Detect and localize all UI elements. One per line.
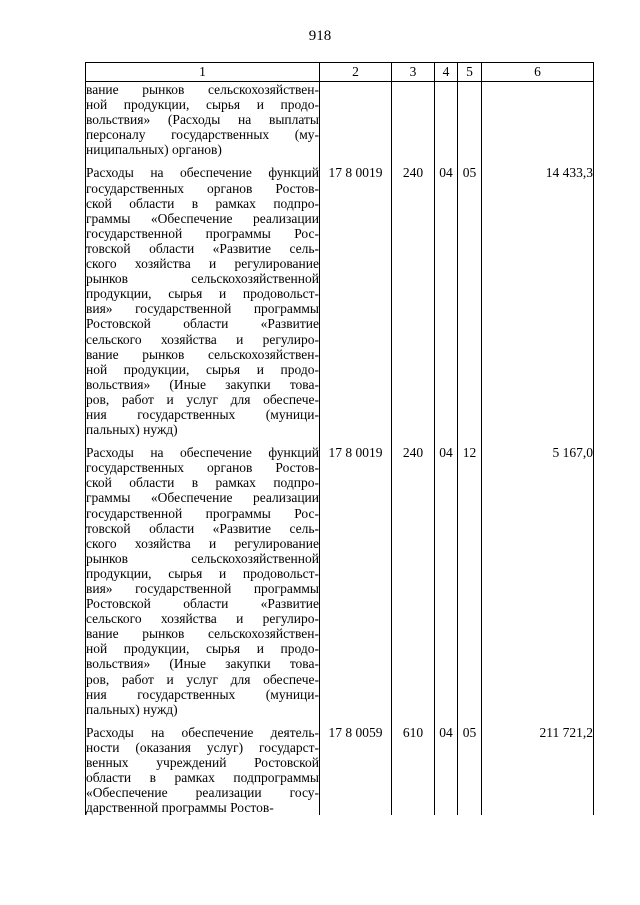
description-line: пальных) нужд)	[86, 701, 178, 717]
table-header-row	[86, 63, 594, 82]
row-expense-type	[392, 82, 435, 158]
table-row	[86, 717, 594, 816]
row-subsection: 05	[458, 717, 482, 816]
description-line: Ростовской области «Развитие	[86, 316, 319, 332]
description-line: ной продукции, сырья и продо-	[86, 361, 319, 377]
row-description	[86, 437, 320, 717]
description-line: сельского хозяйства и регулиро-	[86, 611, 319, 627]
description-line: граммы «Обеспечение реализации	[86, 210, 319, 226]
description-line: Расходы на обеспечение деятель-	[86, 724, 319, 740]
row-target-code: 17 8 0019	[320, 157, 392, 437]
description-line: вольствия» (Иные закупки това-	[86, 656, 319, 672]
description-line: продукции, сырья и продовольст-	[86, 286, 319, 302]
description-line: вия» государственной программы	[86, 301, 319, 317]
row-description	[86, 157, 320, 437]
row-amount: 14 433,3	[482, 157, 594, 437]
row-description	[86, 717, 320, 816]
page-number: 918	[308, 28, 332, 44]
budget-table	[85, 62, 594, 815]
column-header-6: 6	[482, 63, 594, 82]
description-line: вание рынков сельскохозяйствен-	[86, 346, 319, 362]
description-line: рынков сельскохозяйственной	[86, 550, 319, 566]
description-line: дарственной программы Ростов-	[86, 800, 274, 816]
description-line: Расходы на обеспечение функций	[86, 165, 319, 181]
description-line: граммы «Обеспечение реализации	[86, 490, 319, 506]
description-line: ской области в рамках подпро-	[86, 195, 319, 211]
row-section: 04	[435, 437, 458, 717]
description-line: государственной программы Рос-	[86, 505, 319, 521]
row-amount	[482, 82, 594, 158]
description-line: вание рынков сельскохозяйствен-	[86, 626, 319, 642]
row-subsection: 12	[458, 437, 482, 717]
row-section: 04	[435, 157, 458, 437]
table-row	[86, 437, 594, 717]
row-expense-type: 610	[392, 717, 435, 816]
column-header-4: 4	[435, 63, 458, 82]
row-subsection: 05	[458, 157, 482, 437]
description-line: области в рамках подпрограммы	[86, 770, 319, 786]
description-line: ности (оказания услуг) государст-	[86, 739, 319, 755]
description-line: продукции, сырья и продовольст-	[86, 565, 319, 581]
column-header-2: 2	[320, 63, 392, 82]
description-line: «Обеспечение реализации госу-	[86, 785, 319, 801]
column-header-3: 3	[392, 63, 435, 82]
description-line: товской области «Развитие сель-	[86, 240, 319, 256]
description-line: государственной программы Рос-	[86, 225, 319, 241]
description-line: венных учреждений Ростовской	[86, 755, 319, 771]
row-description	[86, 82, 320, 158]
description-line: ского хозяйства и регулирование	[86, 256, 319, 272]
description-line: пальных) нужд)	[86, 422, 178, 438]
description-line: ской области в рамках подпро-	[86, 475, 319, 491]
description-line: Ростовской области «Развитие	[86, 596, 319, 612]
row-target-code: 17 8 0019	[320, 437, 392, 717]
description-line: государственных органов Ростов-	[86, 460, 319, 476]
description-line: ского хозяйства и регулирование	[86, 535, 319, 551]
row-amount: 211 721,2	[482, 717, 594, 816]
table-row	[86, 157, 594, 437]
table-body	[86, 82, 594, 816]
row-section	[435, 82, 458, 158]
column-header-1: 1	[86, 63, 320, 82]
row-expense-type: 240	[392, 437, 435, 717]
description-line: сельского хозяйства и регулиро-	[86, 331, 319, 347]
description-line: ров, работ и услуг для обеспече-	[86, 391, 319, 407]
description-line: товской области «Развитие сель-	[86, 520, 319, 536]
description-line: ров, работ и услуг для обеспече-	[86, 671, 319, 687]
description-line: вольствия» (Иные закупки това-	[86, 376, 319, 392]
description-line: ния государственных (муници-	[86, 406, 319, 422]
row-target-code: 17 8 0059	[320, 717, 392, 816]
table-row	[86, 82, 594, 158]
description-line: вание рынков сельскохозяйствен-	[86, 82, 319, 97]
row-expense-type: 240	[392, 157, 435, 437]
description-line: ния государственных (муници-	[86, 686, 319, 702]
column-header-5: 5	[458, 63, 482, 82]
description-line: вия» государственной программы	[86, 581, 319, 596]
description-line: персоналу государственных (му-	[86, 127, 319, 143]
row-amount: 5 167,0	[482, 437, 594, 717]
description-line: вольствия» (Расходы на выплаты	[86, 112, 319, 128]
description-line: рынков сельскохозяйственной	[86, 271, 319, 287]
row-subsection	[458, 82, 482, 158]
row-section: 04	[435, 717, 458, 816]
description-line: ной продукции, сырья и продо-	[86, 641, 319, 657]
description-line: Расходы на обеспечение функций	[86, 445, 319, 461]
description-line: ниципальных) органов)	[86, 142, 222, 158]
description-line: ной продукции, сырья и продо-	[86, 97, 319, 113]
row-target-code	[320, 82, 392, 158]
description-line: государственных органов Ростов-	[86, 180, 319, 196]
